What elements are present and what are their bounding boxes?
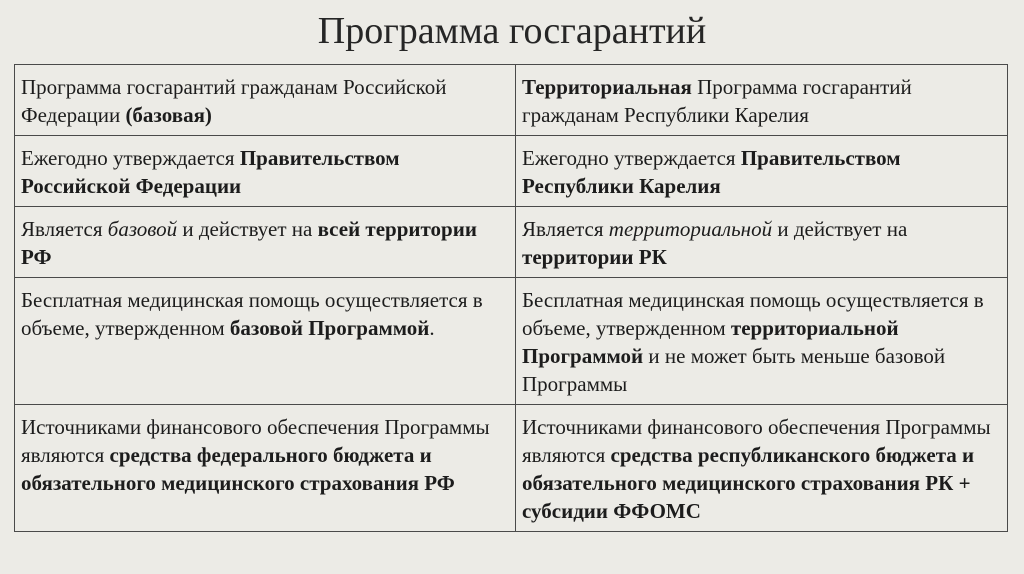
table-cell-right xyxy=(516,136,1008,207)
bold-text: базовой Программой xyxy=(229,316,430,340)
table-cell-right xyxy=(516,405,1008,532)
table-cell-left xyxy=(15,136,516,207)
bold-text: Территориальная xyxy=(522,75,692,99)
bold-text: территории РК xyxy=(522,245,667,269)
cell-text: и действует на xyxy=(177,217,318,241)
cell-text: Является xyxy=(522,217,609,241)
table-row xyxy=(15,136,1008,207)
bold-text: всей территории РФ xyxy=(21,217,477,269)
table-row xyxy=(15,278,1008,405)
table-cell-left xyxy=(15,278,516,405)
table-cell-left xyxy=(15,65,516,136)
italic-text: базовой xyxy=(107,217,178,241)
cell-text: Бесплатная медицинская помощь осуществляется в объеме, утвержденном xyxy=(21,288,483,340)
comparison-table xyxy=(14,64,1008,532)
comparison-table-body xyxy=(15,65,1008,532)
bold-text: (базовая) xyxy=(125,103,212,127)
table-cell-left xyxy=(15,207,516,278)
cell-text: Программа госгарантий гражданам Российской Федерации xyxy=(21,75,447,127)
bold-text: Правительством Российской Федерации xyxy=(21,146,400,198)
table-row xyxy=(15,65,1008,136)
cell-text: Ежегодно утверждается xyxy=(21,146,240,170)
cell-text: Является xyxy=(21,217,108,241)
table-cell-right xyxy=(516,278,1008,405)
table-cell-left xyxy=(15,405,516,532)
cell-text: и не может быть меньше базовой Программы xyxy=(522,344,946,396)
table-cell-right xyxy=(516,65,1008,136)
cell-text: Ежегодно утверждается xyxy=(522,146,741,170)
bold-text: средства федерального бюджета и обязательного медицинского страхования РФ xyxy=(21,443,455,495)
italic-text: территориальной xyxy=(608,217,773,241)
cell-text: Источниками финансового обеспечения Программы являются xyxy=(522,415,991,467)
cell-text: Источниками финансового обеспечения Программы являются xyxy=(21,415,490,467)
table-row xyxy=(15,405,1008,532)
cell-text: и действует на xyxy=(772,217,908,241)
slide-title: Программа госгарантий xyxy=(317,10,707,52)
bold-text: территориальной Программой xyxy=(522,316,899,368)
table-cell-right xyxy=(516,207,1008,278)
cell-text: . xyxy=(429,316,435,340)
bold-text: Правительством Республики Карелия xyxy=(522,146,901,198)
cell-text: Программа госгарантий гражданам Республики Карелия xyxy=(522,75,912,127)
table-row xyxy=(15,207,1008,278)
cell-text: Бесплатная медицинская помощь осуществляется в объеме, утвержденном xyxy=(522,288,984,340)
bold-text: средства республиканского бюджета и обязательного медицинского страхования РК + субсидии ФФОМС xyxy=(522,443,975,523)
